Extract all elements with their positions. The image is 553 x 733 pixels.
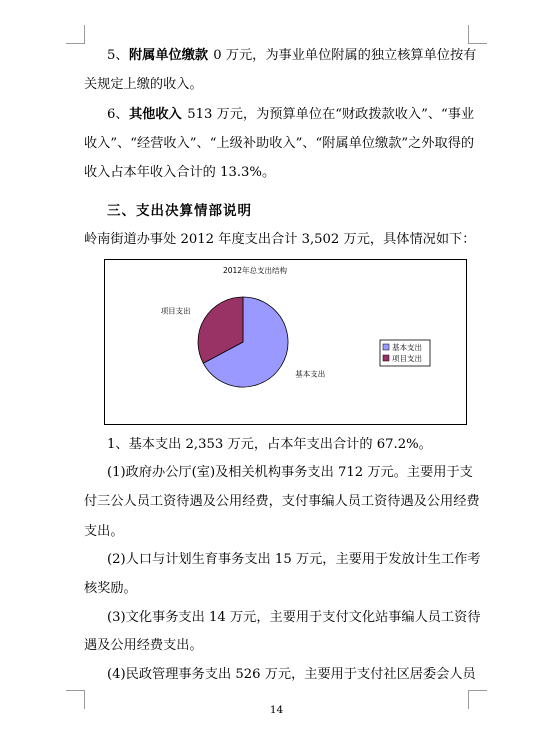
sub-4-text-1: (4)民政管理事务支出 526 万元，主要用于支付社区居委会人员	[107, 667, 476, 682]
crop-mark-top-left	[66, 25, 85, 44]
intro-text: 岭南街道办事处 2012 年度支出合计 3,502 万元，具体情况如下：	[84, 232, 476, 247]
para-6-term: 其他收入	[129, 107, 182, 122]
pie-slice-label-2: 项目支出	[160, 306, 191, 316]
pie-chart-frame	[104, 259, 467, 425]
sub-2-text-1: (2)人口与计划生育事务支出 15 万元，主要用于发放计生工作考	[107, 552, 481, 567]
pie-chart	[105, 260, 466, 424]
para-5-term: 附属单位缴款	[129, 48, 209, 63]
para-6-text-2: 收入”、“经营收入”、“上级补助收入”、“附属单位缴款”之外取得的	[84, 136, 475, 151]
sub-1-text-1: (1)政府办公厅(室)及相关机构事务支出 712 万元。主要用于支	[107, 465, 473, 480]
para-5-number: 5、	[107, 48, 129, 63]
para-6-text: 513 万元，为预算单位在“财政拨款收入”、“事业	[183, 107, 475, 122]
legend-label-1: 基本支出	[392, 343, 422, 352]
section-heading-text: 三、支出决算情部说明	[107, 203, 252, 219]
pie-slices	[198, 297, 288, 387]
para-6-number: 6、	[107, 107, 129, 122]
sub-2-text-2: 核奖励。	[84, 581, 137, 596]
pie-slice-label-1: 基本支出	[295, 369, 326, 379]
page-number: 14	[269, 704, 284, 716]
legend-label-2: 项目支出	[392, 354, 422, 363]
para-5-text-2: 关规定上缴的收入。	[84, 77, 203, 92]
sub-1-text-2: 付三公人员工资待遇及公用经费，支付事编人员工资待遇及公用经费	[84, 494, 480, 509]
para-6-text-3: 收入占本年收入合计的 13.3%。	[84, 165, 276, 180]
legend-swatch-2	[383, 355, 389, 361]
sub-1-text-3: 支出。	[84, 524, 124, 539]
sub-3-text-2: 遇及公用经费支出。	[84, 638, 203, 653]
crop-mark-top-right	[468, 25, 487, 44]
para-5-text: 0 万元，为事业单位附属的独立核算单位按有	[209, 48, 477, 63]
item-1-text: 1、基本支出 2,353 万元，占本年支出合计的 67.2%。	[107, 437, 432, 452]
sub-3-text-1: (3)文化事务支出 14 万元，主要用于支付文化站事编人员工资待	[107, 610, 481, 625]
chart-title: 2012年总支出结构	[222, 266, 288, 275]
legend-swatch-1	[383, 344, 389, 350]
chart-legend	[380, 340, 430, 366]
